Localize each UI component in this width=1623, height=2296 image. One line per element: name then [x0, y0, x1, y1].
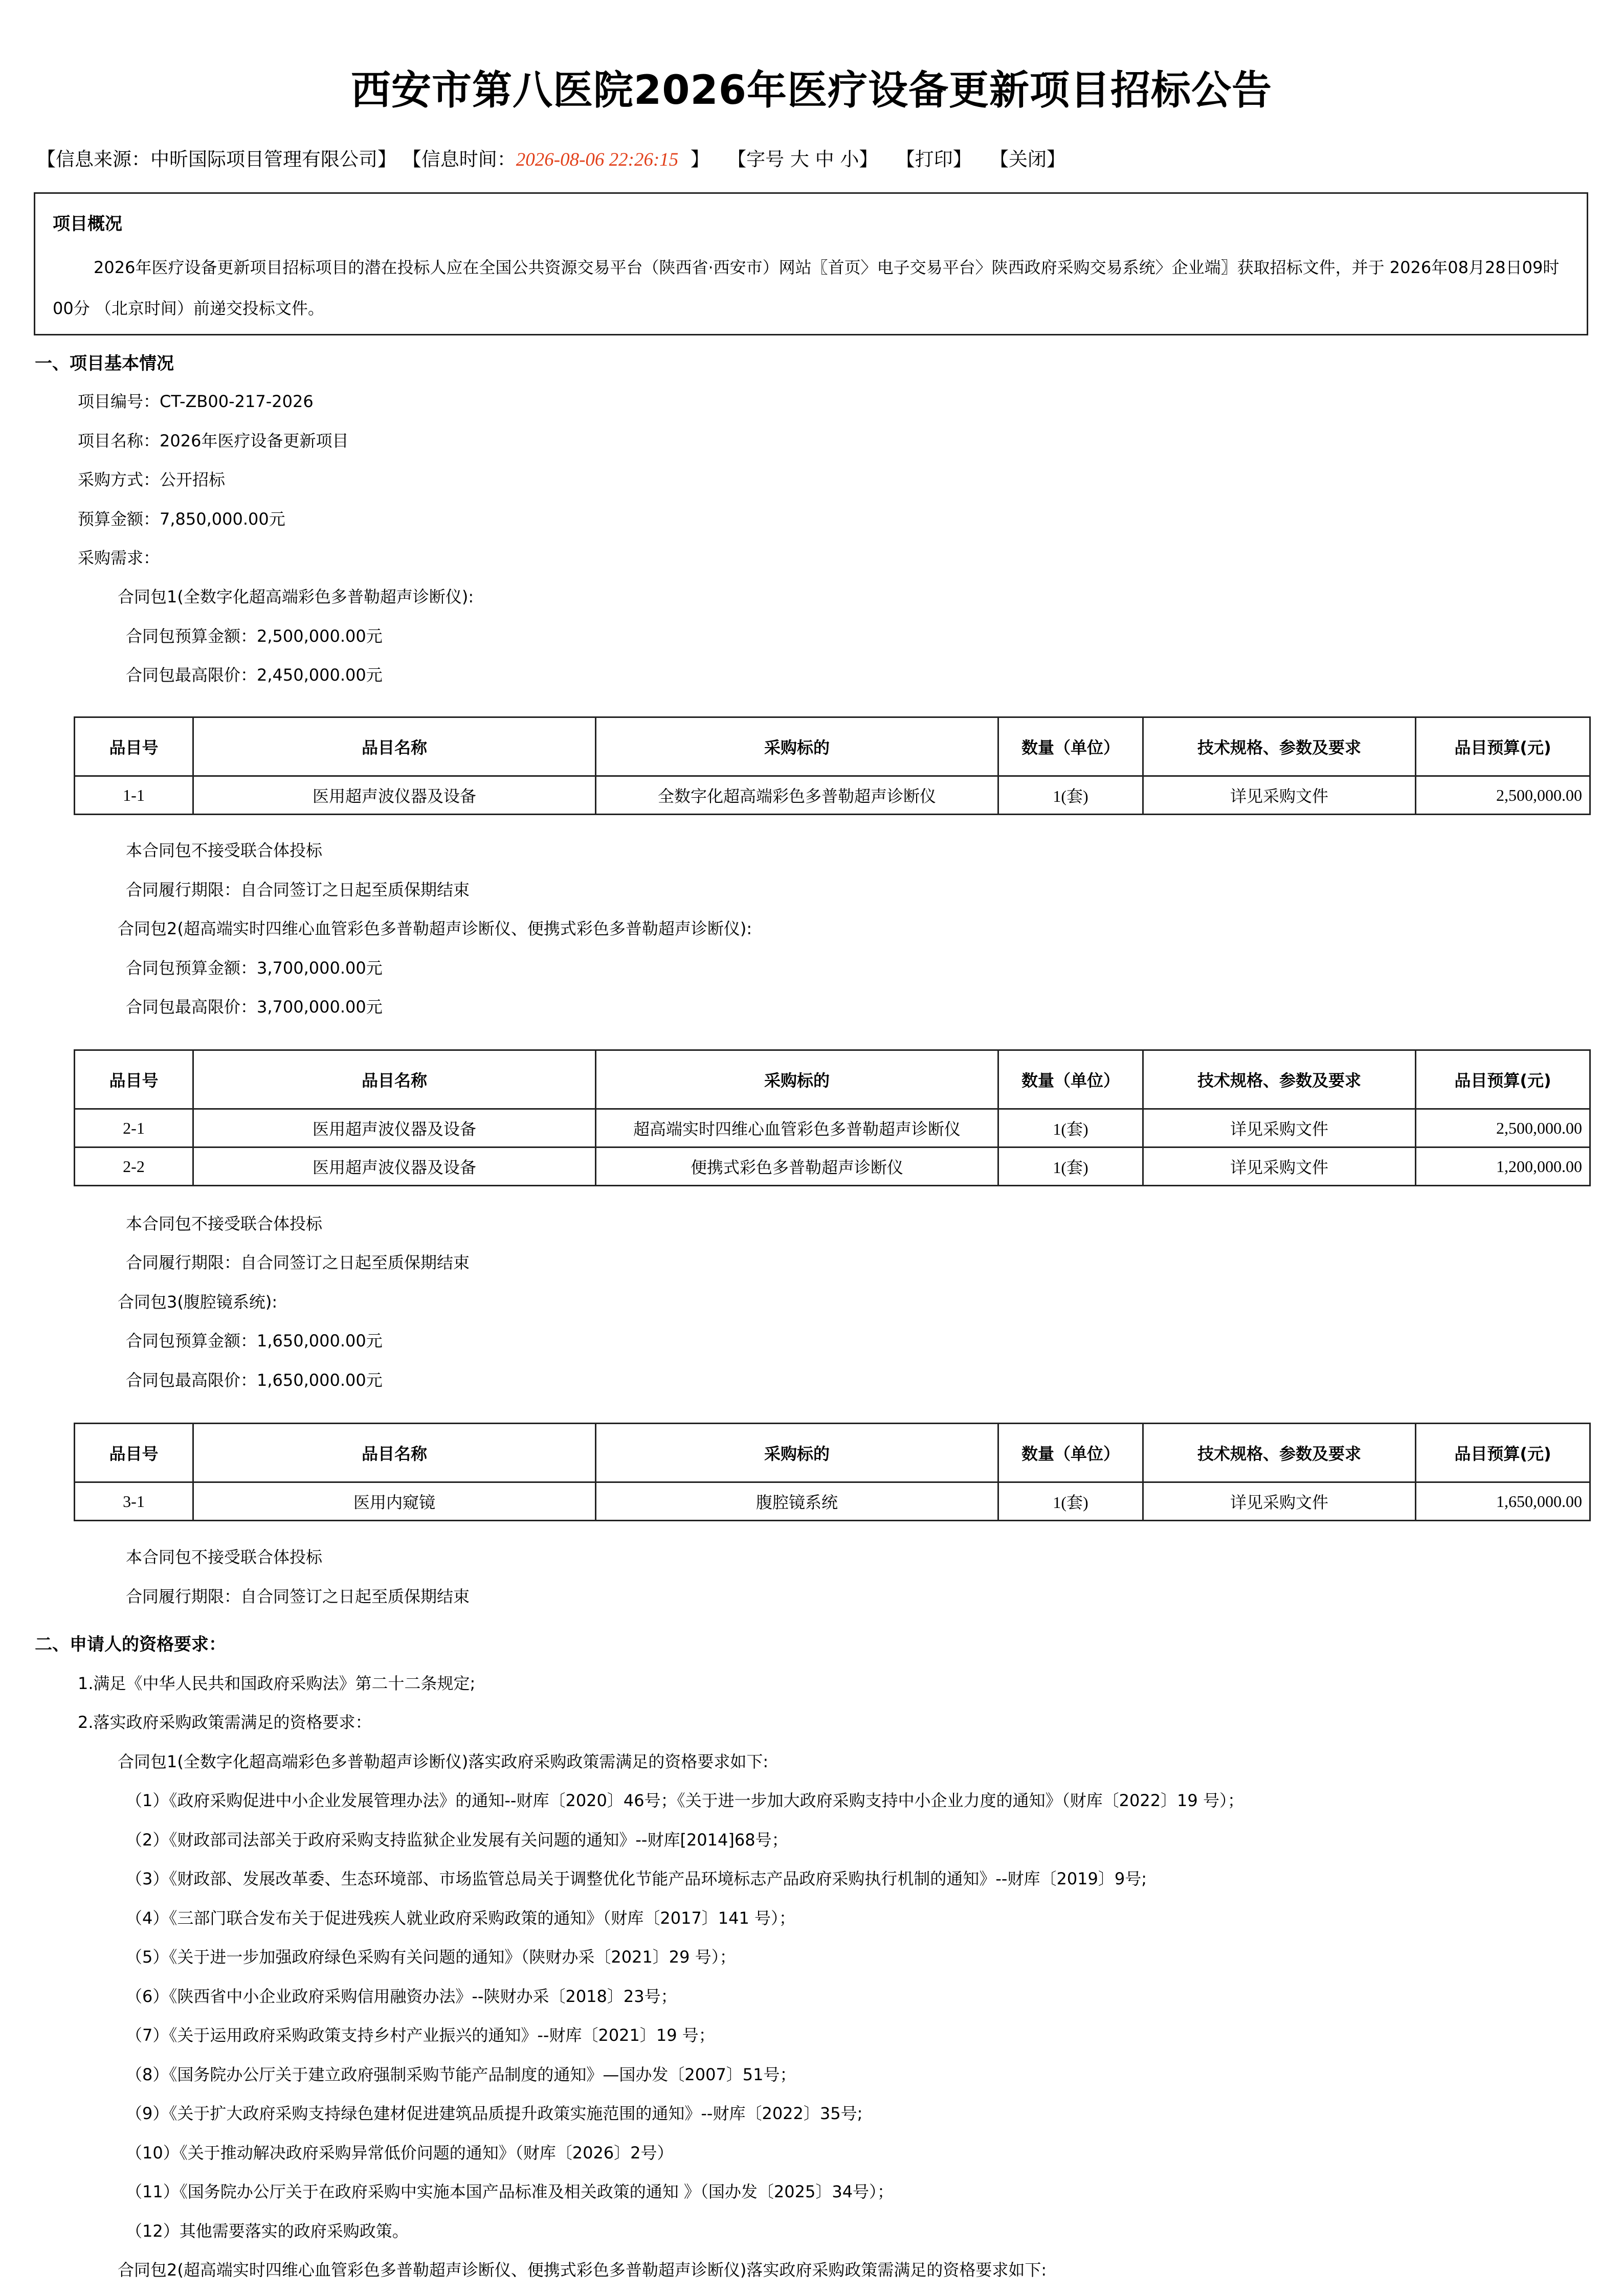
table-row — [75, 1109, 1590, 1147]
cell-budget: 2,500,000.00 — [1416, 1109, 1590, 1147]
package-3-table — [74, 1423, 1591, 1521]
package-1-budget: 合同包预算金额：2,500,000.00元 — [126, 626, 383, 646]
table-header-row — [75, 717, 1590, 776]
package-3-consortium: 本合同包不接受联合体投标 — [126, 1547, 323, 1567]
cell-item-no: 3-1 — [75, 1482, 193, 1521]
overview-text: 2026年医疗设备更新项目招标项目的潜在投标人应在全国公共资源交易平台（陕西省·西安市）网站〖首页〉电子交易平台〉陕西政府采购交易系统〉企业端〗获取招标文件，并于 2026年08月28日09时00分 （北京时间）前递交投标文件。 — [53, 258, 1560, 318]
policy-item: （3）《财政部、发展改革委、生态环境部、市场监管总局关于调整优化节能产品环境标志产品政府采购执行机制的通知》--财库〔2019〕9号; — [126, 1869, 1147, 1888]
header-item-name: 品目名称 — [193, 717, 596, 776]
policy-item: （9）《关于扩大政府采购支持绿色建材促进建筑品质提升政策实施范围的通知》--财库〔2022〕35号; — [126, 2104, 863, 2123]
policy-item: （6）《陕西省中小企业政府采购信用融资办法》--陕财办采〔2018〕23号； — [126, 1987, 677, 2006]
cell-item-name: 医用超声波仪器及设备 — [193, 1109, 596, 1147]
cell-subject: 超高端实时四维心血管彩色多普勒超声诊断仪 — [596, 1109, 998, 1147]
project-number: 项目编号：CT-ZB00-217-2026 — [78, 392, 314, 411]
header-budget: 品目预算(元) — [1416, 717, 1590, 776]
cell-item-name: 医用超声波仪器及设备 — [193, 776, 596, 815]
package-2-max-price: 合同包最高限价：3,700,000.00元 — [126, 997, 383, 1017]
policy-item: （8）《国务院办公厅关于建立政府强制采购节能产品制度的通知》—国办发〔2007〕51号； — [126, 2065, 796, 2084]
policy-item: （10）《关于推动解决政府采购异常低价问题的通知》（财库〔2026〕2号） — [126, 2143, 674, 2163]
section-2-heading: 二、申请人的资格要求： — [35, 1634, 226, 1655]
cell-subject: 便携式彩色多普勒超声诊断仪 — [596, 1147, 998, 1186]
header-spec: 技术规格、参数及要求 — [1143, 1424, 1416, 1482]
policy-item: （2）《财政部司法部关于政府采购支持监狱企业发展有关问题的通知》--财库[2014]68号； — [126, 1830, 788, 1850]
header-quantity: 数量（单位） — [998, 1424, 1143, 1482]
header-item-name: 品目名称 — [193, 1050, 596, 1109]
qualification-item-1: 1.满足《中华人民共和国政府采购法》第二十二条规定; — [78, 1674, 476, 1693]
project-name: 项目名称：2026年医疗设备更新项目 — [78, 431, 349, 451]
section-1-heading: 一、项目基本情况 — [35, 353, 174, 374]
package-2-budget: 合同包预算金额：3,700,000.00元 — [126, 958, 383, 978]
package-3-title: 合同包3(腹腔镜系统): — [118, 1292, 278, 1312]
package-1-table — [74, 716, 1591, 815]
info-time-close: 】 — [678, 148, 709, 170]
policy-item: （11）《国务院办公厅关于在政府采购中实施本国产品标准及相关政策的通知 》（国办发〔2025〕34号）； — [126, 2182, 894, 2201]
package-3-period: 合同履行期限：自合同签订之日起至质保期结束 — [126, 1587, 470, 1606]
package-2-policy-intro: 合同包2(超高端实时四维心血管彩色多普勒超声诊断仪、便携式彩色多普勒超声诊断仪)落实政府采购政策需满足的资格要求如下: — [118, 2260, 1047, 2280]
header-spec: 技术规格、参数及要求 — [1143, 717, 1416, 776]
package-2-table — [74, 1049, 1591, 1186]
header-quantity: 数量（单位） — [998, 717, 1143, 776]
project-overview-box — [34, 192, 1588, 335]
table-row — [75, 776, 1590, 815]
header-subject: 采购标的 — [596, 1050, 998, 1109]
package-1-policy-intro: 合同包1(全数字化超高端彩色多普勒超声诊断仪)落实政府采购政策需满足的资格要求如下: — [118, 1752, 769, 1771]
cell-spec: 详见采购文件 — [1143, 776, 1416, 815]
info-source: 【信息来源：中昕国际项目管理有限公司】 【信息时间： — [37, 148, 516, 170]
table-row — [75, 1147, 1590, 1186]
qualification-item-2: 2.落实政府采购政策需满足的资格要求： — [78, 1713, 372, 1732]
info-time: 2026-08-06 22:26:15 — [516, 149, 679, 170]
budget-amount: 预算金额：7,850,000.00元 — [78, 509, 285, 529]
header-item-no: 品目号 — [75, 1050, 193, 1109]
package-1-max-price: 合同包最高限价：2,450,000.00元 — [126, 665, 383, 685]
package-1-consortium: 本合同包不接受联合体投标 — [126, 841, 323, 860]
header-item-no: 品目号 — [75, 717, 193, 776]
cell-item-name: 医用超声波仪器及设备 — [193, 1147, 596, 1186]
package-2-period: 合同履行期限：自合同签订之日起至质保期结束 — [126, 1253, 470, 1272]
header-spec: 技术规格、参数及要求 — [1143, 1050, 1416, 1109]
page-title: 西安市第八医院2026年医疗设备更新项目招标公告 — [350, 67, 1273, 114]
cell-item-no: 2-1 — [75, 1109, 193, 1147]
package-1-period: 合同履行期限：自合同签订之日起至质保期结束 — [126, 880, 470, 899]
cell-item-name: 医用内窥镜 — [193, 1482, 596, 1521]
cell-budget: 1,650,000.00 — [1416, 1482, 1590, 1521]
font-size-control[interactable]: 【字号 大 中 小】 — [727, 148, 878, 170]
cell-spec: 详见采购文件 — [1143, 1147, 1416, 1186]
cell-item-no: 2-2 — [75, 1147, 193, 1186]
table-header-row — [75, 1050, 1590, 1109]
cell-subject: 全数字化超高端彩色多普勒超声诊断仪 — [596, 776, 998, 815]
cell-budget: 2,500,000.00 — [1416, 776, 1590, 815]
header-item-no: 品目号 — [75, 1424, 193, 1482]
header-quantity: 数量（单位） — [998, 1050, 1143, 1109]
header-subject: 采购标的 — [596, 1424, 998, 1482]
info-bar — [37, 146, 1065, 174]
cell-spec: 详见采购文件 — [1143, 1109, 1416, 1147]
header-item-name: 品目名称 — [193, 1424, 596, 1482]
table-row — [75, 1482, 1590, 1521]
package-2-title: 合同包2(超高端实时四维心血管彩色多普勒超声诊断仪、便携式彩色多普勒超声诊断仪): — [118, 919, 752, 938]
close-button[interactable]: 【关闭】 — [990, 148, 1066, 170]
procurement-demand: 采购需求： — [78, 548, 160, 568]
header-budget: 品目预算(元) — [1416, 1424, 1590, 1482]
policy-item: （1）《政府采购促进中小企业发展管理办法》的通知--财库〔2020〕46号；《关于进一步加大政府采购支持中小企业力度的通知》（财库〔2022〕19 号）； — [126, 1791, 1244, 1810]
package-1-title: 合同包1(全数字化超高端彩色多普勒超声诊断仪): — [118, 587, 474, 606]
policy-item: （12）其他需要落实的政府采购政策。 — [126, 2221, 409, 2241]
table-header-row — [75, 1424, 1590, 1482]
cell-budget: 1,200,000.00 — [1416, 1147, 1590, 1186]
cell-spec: 详见采购文件 — [1143, 1482, 1416, 1521]
cell-item-no: 1-1 — [75, 776, 193, 815]
package-3-budget: 合同包预算金额：1,650,000.00元 — [126, 1331, 383, 1350]
cell-quantity: 1(套) — [998, 1147, 1143, 1186]
policy-item: （4）《三部门联合发布关于促进残疾人就业政府采购政策的通知》（财库〔2017〕141 号）； — [126, 1908, 796, 1928]
header-subject: 采购标的 — [596, 717, 998, 776]
cell-quantity: 1(套) — [998, 1109, 1143, 1147]
procurement-method: 采购方式：公开招标 — [78, 470, 226, 489]
policy-item: （5）《关于进一步加强政府绿色采购有关问题的通知》（陕财办采〔2021〕29 号）； — [126, 1947, 736, 1967]
cell-quantity: 1(套) — [998, 776, 1143, 815]
package-2-consortium: 本合同包不接受联合体投标 — [126, 1214, 323, 1233]
cell-quantity: 1(套) — [998, 1482, 1143, 1521]
overview-heading: 项目概况 — [53, 214, 122, 234]
policy-item: （7）《关于运用政府采购政策支持乡村产业振兴的通知》--财库〔2021〕19 号； — [126, 2025, 715, 2045]
print-button[interactable]: 【打印】 — [896, 148, 972, 170]
cell-subject: 腹腔镜系统 — [596, 1482, 998, 1521]
header-budget: 品目预算(元) — [1416, 1050, 1590, 1109]
package-3-max-price: 合同包最高限价：1,650,000.00元 — [126, 1370, 383, 1390]
